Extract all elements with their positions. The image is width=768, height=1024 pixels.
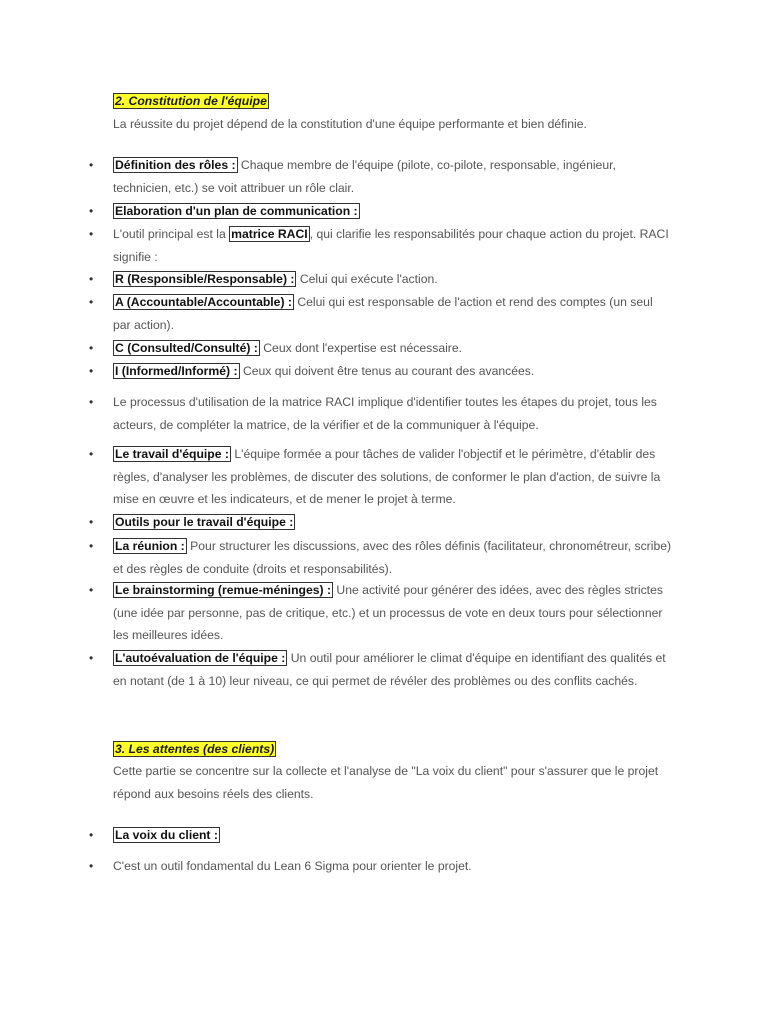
list-item xyxy=(89,360,673,383)
keyword: A (Accountable/Accountable) : xyxy=(115,295,292,309)
item-text: Pour structurer les discussions, avec des rôles définis (facilitateur, chronométreur, scribe) et des règles de conduite (droits et responsabilités). xyxy=(113,539,672,576)
bullet: • xyxy=(89,859,94,873)
item-text: Une activité pour générer des idées, avec des règles strictes (une idée par personne, pas de critique, etc.) et un processus de vote en deux tours pour sélectionner les meilleures idées. xyxy=(113,583,663,642)
section-2-title: 2. Constitution de l'équipe xyxy=(115,94,267,108)
list-item xyxy=(89,824,673,847)
list-item xyxy=(89,579,673,647)
bullet: • xyxy=(89,828,94,842)
list-item xyxy=(89,535,673,580)
bullet: • xyxy=(89,158,94,172)
bullet: • xyxy=(89,227,94,241)
bullet: • xyxy=(89,395,94,409)
item-text: Le processus d'utilisation de la matrice RACI implique d'identifier toutes les étapes du projet, tous les acteurs, de compléter la matrice, de la vérifier et de la communiquer à l'équipe. xyxy=(113,395,657,432)
list-item xyxy=(89,443,673,511)
keyword: Définition des rôles : xyxy=(115,158,236,172)
item-text: , qui clarifie les responsabilités pour chaque action du projet. RACI signifie : xyxy=(113,227,669,264)
bullet: • xyxy=(89,447,94,461)
item-prefix: L'outil principal est la xyxy=(113,227,230,241)
item-text: Un outil pour améliorer le climat d'équipe en identifiant des qualités et en notant (de 1 à 10) leur niveau, ce qui permet de révéler des problèmes ou des conflits cachés. xyxy=(113,651,666,688)
item-text: Celui qui exécute l'action. xyxy=(296,272,438,286)
keyword: Elaboration d'un plan de communication : xyxy=(115,204,358,218)
keyword: La voix du client : xyxy=(115,828,218,842)
keyword: I (Informed/Informé) : xyxy=(115,364,238,378)
keyword: L'autoévaluation de l'équipe : xyxy=(115,651,286,665)
list-item xyxy=(89,291,673,336)
section-3-title: 3. Les attentes (des clients) xyxy=(115,742,275,756)
bullet: • xyxy=(89,272,94,286)
list-item xyxy=(89,647,673,692)
list-item xyxy=(89,511,673,534)
section-2-intro: La réussite du projet dépend de la constitution d'une équipe performante et bien définie. xyxy=(113,117,587,131)
list-item xyxy=(89,200,673,223)
item-text: Ceux dont l'expertise est nécessaire. xyxy=(259,341,463,355)
item-text: C'est un outil fondamental du Lean 6 Sigma pour orienter le projet. xyxy=(113,859,472,873)
item-text: Celui qui est responsable de l'action et rend des comptes (un seul par action). xyxy=(113,295,653,332)
bullet: • xyxy=(89,204,94,218)
bullet: • xyxy=(89,651,94,665)
list-item xyxy=(89,223,673,268)
section-3-intro: Cette partie se concentre sur la collecte et l'analyse de "La voix du client" pour s'assurer que le projet répond aux besoins réels des clients. xyxy=(113,764,659,801)
list-item xyxy=(89,391,673,436)
item-text: Chaque membre de l'équipe (pilote, co-pilote, responsable, ingénieur, technicien, etc.) se voit attribuer un rôle clair. xyxy=(113,158,616,195)
bullet: • xyxy=(89,295,94,309)
keyword: Outils pour le travail d'équipe : xyxy=(115,515,294,529)
bullet: • xyxy=(89,539,94,553)
keyword: La réunion : xyxy=(115,539,185,553)
keyword: Le travail d'équipe : xyxy=(115,447,229,461)
keyword: R (Responsible/Responsable) : xyxy=(115,272,295,286)
keyword: Le brainstorming (remue-méninges) : xyxy=(115,583,332,597)
item-text: Ceux qui doivent être tenus au courant des avancées. xyxy=(239,364,535,378)
bullet: • xyxy=(89,515,94,529)
item-text: L'équipe formée a pour tâches de valider l'objectif et le périmètre, d'établir des règles, d'analyser les problèmes, de discuter des solutions, de conformer le plan d'action, de suivre la mise en œuvre et les indicateurs, et de mener le projet à terme. xyxy=(113,447,661,506)
bullet: • xyxy=(89,364,94,378)
list-item xyxy=(89,337,673,360)
list-item xyxy=(89,154,673,199)
keyword: C (Consulted/Consulté) : xyxy=(115,341,258,355)
list-item xyxy=(89,855,673,878)
keyword: matrice RACI xyxy=(231,227,308,241)
bullet: • xyxy=(89,583,94,597)
bullet: • xyxy=(89,341,94,355)
list-item xyxy=(89,268,673,291)
